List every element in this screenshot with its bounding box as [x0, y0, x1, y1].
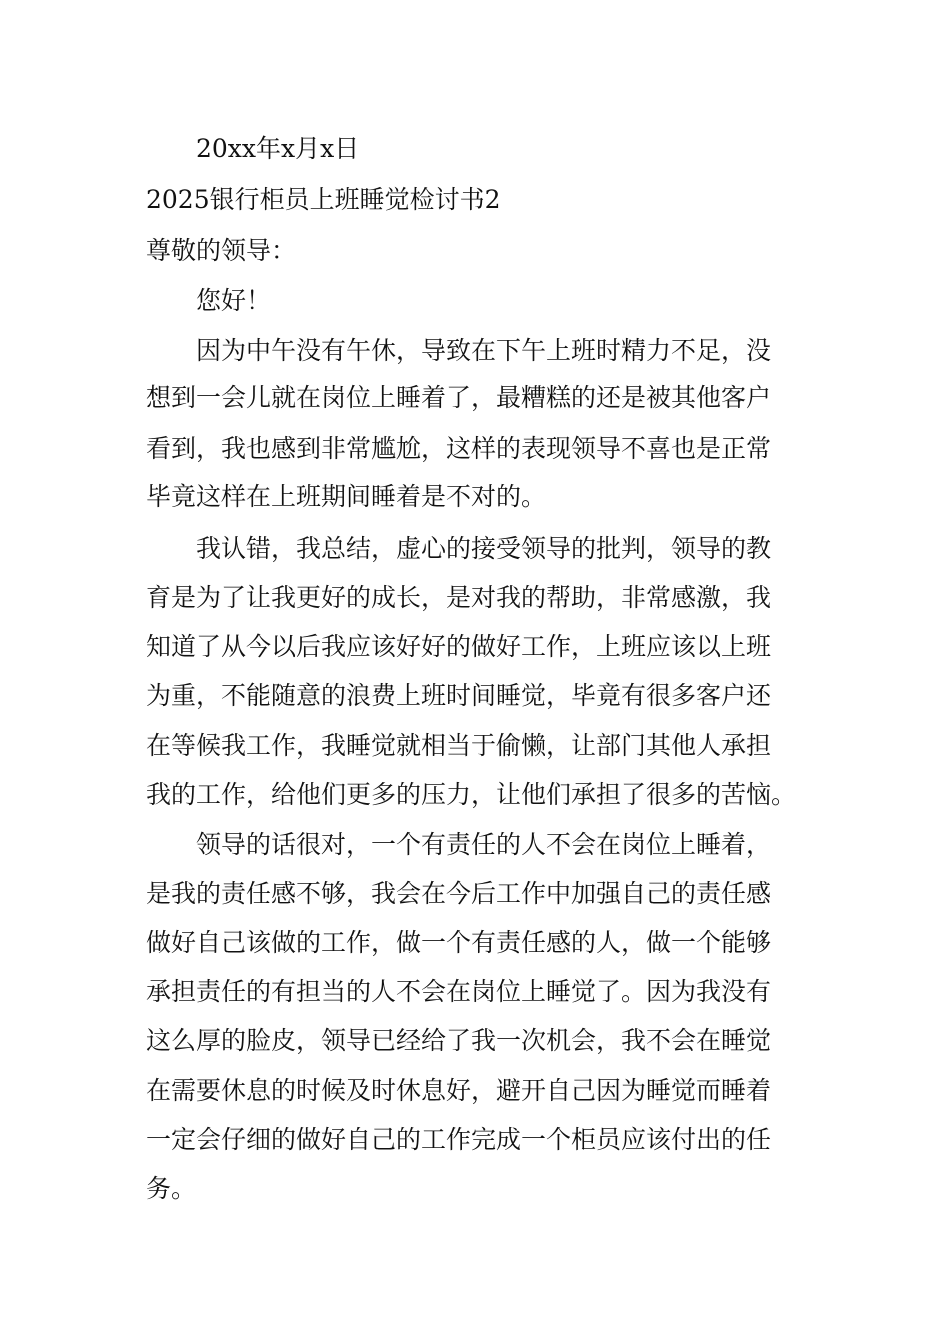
document-title: 2025银行柜员上班睡觉检讨书2	[146, 185, 501, 214]
salutation: 尊敬的领导：	[146, 236, 297, 265]
paragraph-line: 想到一会儿就在岗位上睡着了，最糟糕的还是被其他客户	[146, 383, 772, 412]
paragraph-line: 在等候我工作，我睡觉就相当于偷懒，让部门其他人承担	[146, 731, 772, 760]
paragraph-line: 我的工作，给他们更多的压力，让他们承担了很多的苦恼。	[146, 780, 797, 809]
paragraph-line: 承担责任的有担当的人不会在岗位上睡觉了。因为我没有	[146, 977, 772, 1006]
paragraph-line: 为重，不能随意的浪费上班时间睡觉，毕竟有很多客户还	[146, 681, 772, 710]
paragraph-line: 在需要休息的时候及时休息好，避开自己因为睡觉而睡着	[146, 1076, 772, 1105]
paragraph-line: 育是为了让我更好的成长，是对我的帮助，非常感激，我	[146, 583, 772, 612]
paragraph-line: 这么厚的脸皮，领导已经给了我一次机会，我不会在睡觉	[146, 1026, 772, 1055]
paragraph-line: 毕竟这样在上班期间睡着是不对的。	[146, 482, 547, 511]
paragraph-line: 看到，我也感到非常尴尬，这样的表现领导不喜也是正常	[146, 434, 772, 463]
paragraph-line: 是我的责任感不够，我会在今后工作中加强自己的责任感	[146, 879, 772, 908]
paragraph-line: 领导的话很对，一个有责任的人不会在岗位上睡着，	[196, 830, 772, 859]
paragraph-line: 我认错，我总结，虚心的接受领导的批判，领导的教	[196, 534, 772, 563]
paragraph-line: 因为中午没有午休，导致在下午上班时精力不足，没	[196, 336, 772, 365]
paragraph-line: 务。	[146, 1174, 197, 1203]
greeting: 您好！	[196, 286, 272, 315]
paragraph-line: 知道了从今以后我应该好好的做好工作，上班应该以上班	[146, 632, 772, 661]
paragraph-line: 一定会仔细的做好自己的工作完成一个柜员应该付出的任	[146, 1125, 772, 1154]
paragraph-line: 做好自己该做的工作，做一个有责任感的人，做一个能够	[146, 928, 772, 957]
date-line: 20xx年x月x日	[196, 134, 360, 163]
